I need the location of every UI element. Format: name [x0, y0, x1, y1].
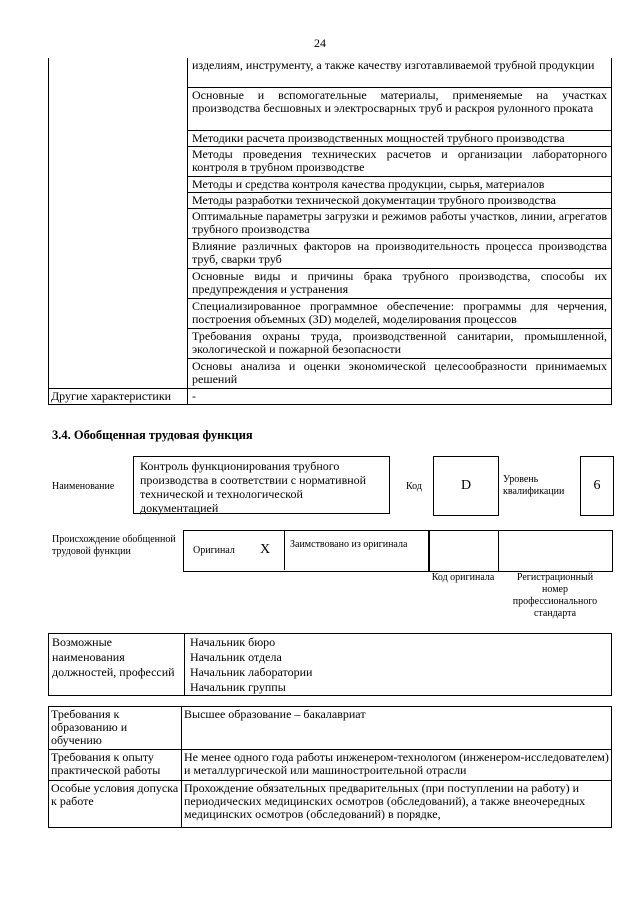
section-title: 3.4. Обобщенная трудовая функция: [52, 428, 253, 442]
original-label: Оригинал: [193, 545, 235, 556]
knowledge-row: Методы и средства контроля качества продукции, сырья, материалов: [188, 177, 612, 193]
code-label: Код: [406, 481, 422, 492]
knowledge-table: [48, 58, 612, 405]
name-label: Наименование: [52, 481, 115, 492]
page-number: 24: [314, 36, 326, 50]
level-label: Уровень квалификации: [503, 474, 565, 497]
knowledge-row: Влияние различных факторов на производительность процесса производства труб, сварки труб: [188, 239, 612, 269]
origin-divider: [284, 530, 285, 570]
education-label: Требования к образованию и обучению: [49, 707, 182, 750]
borrowed-label: Заимствовано из оригинала: [290, 539, 408, 550]
code-value: D: [433, 456, 499, 516]
position-item: Начальник бюро: [190, 635, 276, 649]
code-original-box: [428, 530, 499, 572]
knowledge-row: Требования охраны труда, производственной санитарии, промышленной, экологической и пожарной безопасности: [188, 329, 612, 359]
level-value: 6: [580, 456, 614, 516]
origin-label: Происхождение обобщенной трудовой функции: [52, 534, 176, 557]
name-value: Контроль функционирования трубного производства в соответствии с нормативной технической и технологической документацией: [133, 456, 390, 514]
positions-divider: [184, 633, 185, 696]
admission-label: Особые условия допуска к работе: [49, 781, 182, 828]
knowledge-row: Основные виды и причины брака трубного производства, способы их предупреждения и устранения: [188, 269, 612, 299]
knowledge-row: Методы проведения технических расчетов и организации лабораторного контроля в трубном производстве: [188, 147, 612, 177]
code-original-label: Код оригинала: [431, 572, 495, 583]
positions-label: Возможные наименования должностей, профессий: [52, 635, 175, 679]
positions-list: [190, 635, 312, 695]
experience-value: Не менее одного года работы инженером-технологом (инженером-исследователем) и металлургической или машиностроительной отрасли: [182, 750, 612, 781]
knowledge-row: Методики расчета производственных мощностей трубного производства: [188, 131, 612, 147]
requirements-table: [48, 706, 612, 828]
knowledge-label-cell: [49, 58, 188, 389]
education-value: Высшее образование – бакалавриат: [182, 707, 612, 750]
knowledge-row: Оптимальные параметры загрузки и режимов работы участков, линии, агрегатов трубного производства: [188, 209, 612, 239]
admission-value: Прохождение обязательных предварительных (при поступлении на работу) и периодических медицинских осмотров (обследований), а также внеочередных медицинских осмотров (обследований) в порядке,: [182, 781, 612, 828]
knowledge-row: Основные и вспомогательные материалы, применяемые на участках производства бесшовных и электросварных труб и раскроя рулонного проката: [188, 88, 612, 131]
knowledge-row: Специализированное программное обеспечение: программы для черчения, построения объемных (3D) моделей, моделирования процессов: [188, 299, 612, 329]
position-item: Начальник группы: [190, 680, 286, 694]
other-characteristics-label: Другие характеристики: [49, 389, 188, 405]
original-mark: X: [260, 542, 271, 557]
reg-number-label: Регистрационный номер профессионального стандарта: [512, 572, 598, 619]
position-item: Начальник лаборатории: [190, 665, 313, 679]
position-item: Начальник отдела: [190, 650, 282, 664]
knowledge-row: Основы анализа и оценки экономической целесообразности принимаемых решений: [188, 359, 612, 389]
experience-label: Требования к опыту практической работы: [49, 750, 182, 781]
knowledge-row: изделиям, инструменту, а также качеству изготавливаемой трубной продукции: [188, 58, 612, 88]
knowledge-row: Методы разработки технической документации трубного производства: [188, 193, 612, 209]
other-characteristics-value: -: [188, 389, 612, 405]
reg-number-box: [497, 530, 613, 572]
